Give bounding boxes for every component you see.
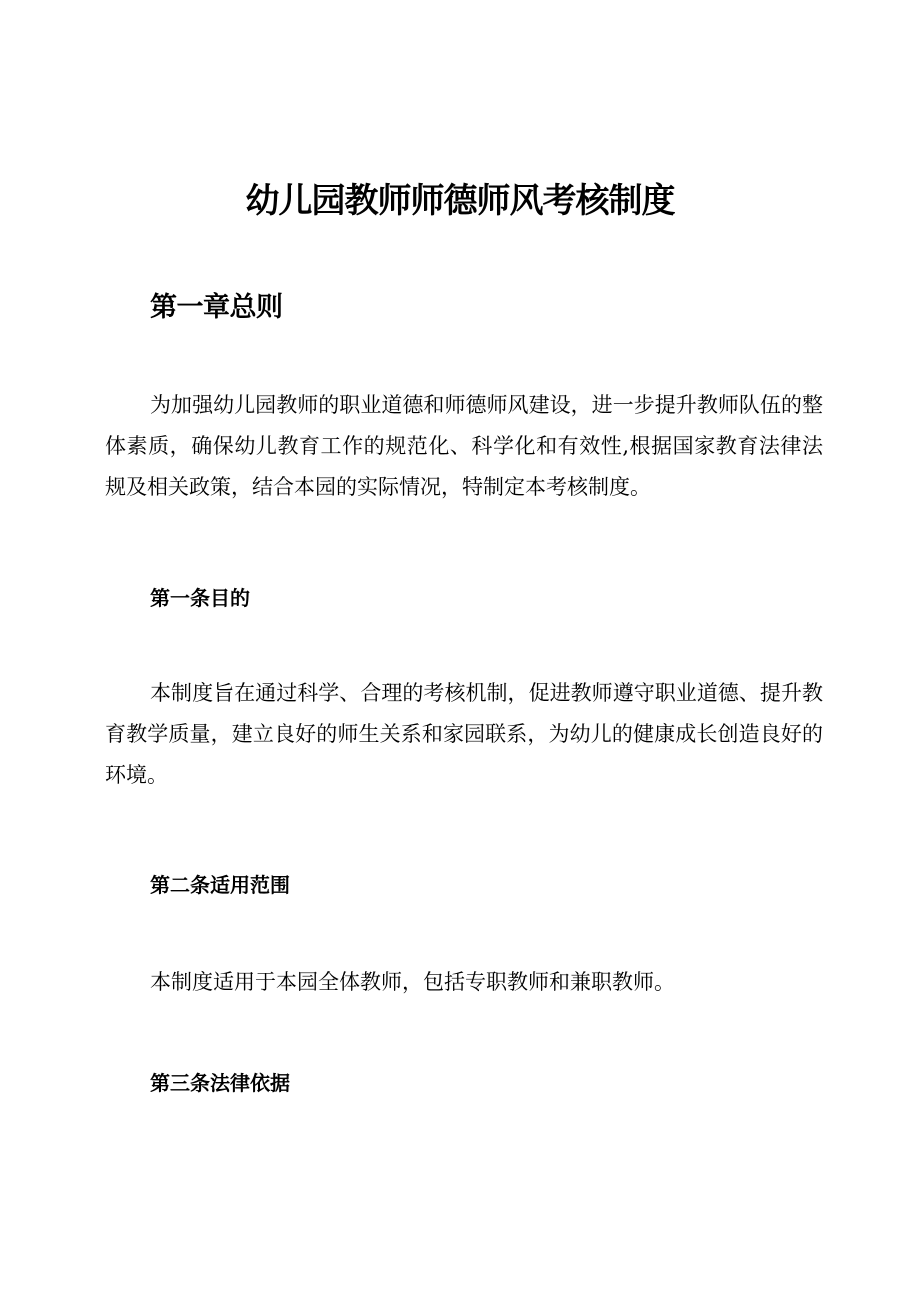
chapter-intro-paragraph: 为加强幼儿园教师的职业道德和师德师风建设，进一步提升教师队伍的整体素质，确保幼儿教育工作的规范化、科学化和有效性,根据国家教育法律法规及相关政策，结合本园的实际情况，特制定本考核制度。: [105, 393, 823, 499]
article-2-heading: 第二条适用范围: [150, 873, 290, 897]
article-1-heading: 第一条目的: [150, 586, 250, 610]
chapter-heading: 第一章总则: [150, 292, 283, 323]
article-3-heading: 第三条法律依据: [150, 1071, 290, 1095]
article-2-paragraph: 本制度适用于本园全体教师，包括专职教师和兼职教师。: [150, 970, 675, 994]
article-1-paragraph: 本制度旨在通过科学、合理的考核机制，促进教师遵守职业道德、提升教育教学质量，建立良好的师生关系和家园联系，为幼儿的健康成长创造良好的环境。: [105, 681, 823, 787]
document-title: 幼儿园教师师德师风考核制度: [245, 181, 675, 221]
